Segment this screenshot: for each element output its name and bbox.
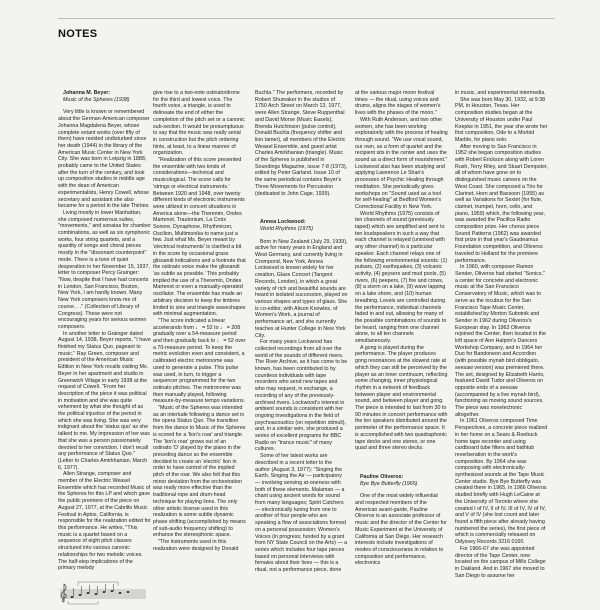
section-work-title: Music of the Spheres (1938) bbox=[63, 96, 130, 103]
page-title: NOTES bbox=[58, 28, 98, 40]
paragraph: In another letter to Grainger dated August 14, 1938, Beyer reports, ''I have finished my Status Quo, pageant to music.'' Ray Green, composer and president of the American Music Edition in New York recalls visiting Ms. Beyer in her apartment and studio in Greenwich Village in early 1938 at the request of Cowell. ''From her description of the piece it was political in motivation and she was quite vehement by what she thought of as the political injustice of the period in which she was living. She was very indignant about the 'status quo' as she talked to me. My impression of her was that she was a person passionately devoted to her conviction. I don't recall any performance of Status Quo.'' (Letter to Charles Amirkhanian, March 6, 1977). bbox=[58, 330, 151, 471]
column-1 bbox=[58, 90, 151, 610]
paragraph: ''The score indicated a linear accelerando from ♩ = 52 to ♩ = 208 gradually over a 54-measure period and then gradually back to ♩ = 52 over a 70-measure period. To keep the metric evolution even and consistent, a calibrated electric metronome was used to generate a pulse. This pulse was used, in turn, to trigger a sequencer programmed for the two ostinato pitches. The metronome was then manually played, following measure-by-measure tempo variations. bbox=[153, 317, 246, 405]
paragraph: ''Music of the Spheres was intended as an interlude following a dance set in the opera Status Quo. The transition from the dance to Music of the Spheres is scored for a 'lion's roar' and triangle. The 'lion's roar' grows out of an ostinato 'D' played by the piano in the preceding dance so the ensemble decided to create an 'electric' lion in order to have control of the implied pitch of the roar. We also felt that this minor deviation from the orchestration was really more effective than the traditional rope and drum-head technique for playing lions. The only other artistic license used in this realization is some subtle dynamic phase shifting (accomplished by means of sub-audio frequency shifting) to enhance the stereophonic space. bbox=[153, 405, 246, 539]
section-composer-heading: Annea Lockwood: bbox=[260, 219, 306, 226]
continued-paragraph: in music, and experimental intermedia. bbox=[455, 90, 546, 96]
column-1-text bbox=[58, 90, 151, 572]
paragraph: For many years Lockwood has collected recordings from all over the world of the sounds of different rivers. The River Archive, as it has come to be known, has been contributed to by countless individuals with tape recorders who send new tapes and who may request, in exchange, a recording of any of the previously-archived rivers. Lockwood's interest in ambient sounds is consistent with her ongoing investigations in the field of psychoacoustics (on repetition stimuli), and, in a similar vein, she produced a series of excellent programs for BBC Radio on ''trance music'' of many cultures. bbox=[255, 339, 348, 453]
paragraph: One of the most widely influential and respected members of the American avant-garde, Pauline Oliveros is an associate professor of music and the director of the Center for Music Experiment at the University of California at San Diego. Her research interests include investigations of modes of consciousness in relation to composition and performance, electronics bbox=[355, 493, 447, 567]
paragraph: In 1961 Oliveros composed Time Perspectives, a concrete piece realized in her home on a Sears & Roebuck home tape recorder and using cardboard tube filters and bathtub reverberation in the work's composition. By 1964 she was composing with electronically-synthesized sounds at the Tape Music Center studio. Bye Bye Butterfly was created there in 1965. In 1966 Oliveros studied briefly with Hugh LeCaine at the University of Toronto where she created I of IV, II of IV, III of IV, IV of IV, and V of IV (she lost count and later found a fifth piece after already having numbered the series), the first piece of which is commercially released on Odyssey Records 3216 0160. bbox=[455, 418, 548, 546]
column-4 bbox=[355, 90, 448, 567]
paragraph: In 1960, with composer Ramon Sender, Oliveros had started ''Sonics,'' a center for concrete and electronic music at the San Francisco Conservatory of Music, which was to serve as the incubus for the San Francisco Tape Music Center, established by Morton Subotnik and Sender in 1962 during Oliveros's European stay. In 1963 Oliveros rejoined the Center, then located in the loft space of Ann Halprin's Dancers Workshop Company, and in 1964 her Duo for Bandoneon and Accordion (with possible mynah bird obbligato, seesaw version) was premiered there. The set, designed by Elizabeth Harris, featured David Tudor and Oliveros on opposite ends of a seesaw (accompanied by a live mynah bird), functioning as moving sound sources. The piece was nonelectronic altogether. bbox=[455, 264, 546, 418]
section-work-title: World Rhythms (1975) bbox=[260, 225, 313, 232]
section-spacer bbox=[255, 197, 348, 219]
paragraph: After moving to San Francisco in 1952 she began composition studies with Robert Erickson along with Loren Rush, Terry Riley, and Stuart Dempster, all of whom have gone on to distinguished music careers on the West Coast. She composed a Trio for Clarinet, Horn and Bassoon (1955) as well as Variations for Sextet (for flute, clarinet, trumpet, horn, cello, and piano, 1959) which, the following year, was awarded the Pacifica Radio composition prize. Her chorus piece Sound Patterns (1962) was awarded first prize in that year's Gaudeamus Foundation competition, and Oliveros traveled to Holland for the premiere performance. bbox=[455, 143, 548, 264]
paragraph: World Rhythms (1975) consists of ten channels of sound (previously taped) which are amplified and sent to ten loudspeakers in such a way that each channel is relayed (unmixed with any other channel) to a particular speaker. Each channel relays one of the following environmental sounds: (1) pulsars, (2) earthquakes, (3) volcanic activity, (4) geysers and mud pools, (5) rivers, (6) peepers, (7) fire and crows, (8) a storm on a lake, (9) wave lapping on a lake shore, and (10) human breathing. Levels are controlled during the performance, individual channels faded in and out, allowing for many of the possible combinations of sounds to be heard, ranging from one channel alone, to all ten channels simultaneously. bbox=[355, 210, 448, 345]
music-notation-excerpt bbox=[58, 578, 148, 610]
paragraph: A gong is played during the performance. The player produces gong resonances at the slowest rate at which they can still be perceived by the player as an inner continuum, reflecting some changing, inner physiological rhythm in a network of feedback between player and environmental sound, and between player and gong. The piece is intended to last from 30 to 90 minutes in concert performance with the ten speakers distributed around the perimeter of the performance space. It is accomplished with two quadraphonic tape decks and one stereo, or one quad and three stereo decks. bbox=[355, 344, 448, 452]
column-5 bbox=[455, 90, 548, 579]
treble-clef-icon bbox=[61, 584, 66, 602]
paragraph: Allen Strange, composer and member of the Electric Weasel Ensemble which has recorded Music of the Spheres for this LP and which gave the public premiere of the piece on August 27, 1977, at the Cabrillo Music Festival in Aptos, California, is responsible for the realization edited for this performance. He writes, ''This music is a quartet based on a sequence of eight pitch classes structured into various canonic relationships for two melodic voices. The half-step implications of the primary melody bbox=[58, 471, 151, 572]
paragraph: Living mostly in lower Manhattan, she composed numerous suites, ''movements,'' and sonatas for chamber combinations, as well as six symphonic works, four string quartets, and a quantity of songs and choral pieces mostly in the ''dissonant counterpoint'' mode. There is a tone of quiet desperation in her November 15, 1937, letter to composer Percy Grainger: ''Now, despite that I have had concerts in London, San Francisco, Boston, New York, I am hardly known. Many New York composers know me of course. . .'' (Collection of Library of Congress). These were not encouraging years for serious women composers. bbox=[58, 209, 151, 330]
paragraph: For 1966-67 she was appointed director of the Tape Center, now located on the campus of Mills College in Oakland. And in 1967 she moved to San Diego to assume her bbox=[455, 545, 546, 579]
section-composer-heading: Pauline Oliveros: bbox=[360, 473, 404, 480]
paragraph: She was born May 30, 1932, at 9:38 PM, in Houston, Texas. Her composition studies began at the University of Houston under Paul Koepke in 1951, the year she wrote her first composition, Ode to a Morbid Marble, for piano solo. bbox=[455, 96, 548, 143]
paragraph: ''The instruments used in this realization were designed by Donald bbox=[153, 539, 239, 552]
column-2 bbox=[153, 90, 246, 553]
paragraph: Some of her latest works are described in a recent letter to the author (August 3, 1977): ''Singing the Earth, Singing the Air — participatory — involving sensing at-oneness with both of these elements. Malaman — a chant using ancient words for sound from many languages; Spirit Catchers — electronically tuning from one to another of four people who are speaking a flow of associations formed on a personal possession; Women's Voices (in progress; funded by a grant from NY State Council on the Arts) — a series which includes four tape pieces based on personal interviews with females about their lives — this is a ritual, not a performance piece, done bbox=[255, 453, 348, 574]
section-spacer bbox=[355, 452, 448, 474]
continued-paragraph: give rise to a two-note ostinato/drone for the third and lowest voice. The fourth voice, a triangle, is used to delineate the end of either the completion of the pitch set or a canonic sub-section. It would be presumptuous to say that the music was really serial in construction but the pitch ordering hints, at least, to a linear manner of organization. bbox=[153, 90, 245, 157]
paragraph: ''Realization of this score presented the ensemble with two kinds of considerations—technical and musicological. The score calls for 'strings or electrical instruments.' Between 1920 and 1948, over twenty different kinds of electronic instruments were utilized in concert situations in America alone—the Theremin, Ondes Martenot, Trautonium, La Croix Sonore, Dynaphone, Rhythmicon, Oscilion, Multimonika to name just a few. Just what Ms. Beyer meant by 'electrical instruments' is clarified a bit in the score by occasional grass glissandi indications and a footnote that the ostinato voice make the glissandi 'as subtle as possible.' This probably implied the use of a Theremin, Ondes Martenot or even a manually-operated oscillator. The ensemble has made an arbitrary decision to keep the timbres limited to sine and triangle waveshapes with minimal augmentation. bbox=[153, 157, 246, 318]
paragraph: Very little is known or remembered about the German-American composer Johanna Magdalena Beyer, whose complete extant works (over fifty of them) have resided undisturbed since her death (1944) in the library of the American Music Center in New York City. She was born in Leipzig in 1888, probably came to the United States after the turn of the century, and took up composition studies in middle age with the dean of American experimentalists, Henry Cowell, whose secretary and assistant she also became for a period in the late Thirties. bbox=[58, 109, 150, 210]
section-composer-heading: Johanna M. Beyer: bbox=[63, 90, 111, 96]
paragraph: Born in New Zealand (July 29, 1939), active for many years in England and West Germany, and currently living in Crompond, New York, Annea Lockwood is known widely for her creation, Glass Concert (Tangent Records, London), in which a great variety of rich and beautiful sounds are heard in isolated succession, played on various shapes and types of glass. She is co-editor, with Alison Knowles, of Women's Work, a journal of performance art, and she currently teaches at Hunter College in New York City. bbox=[255, 238, 348, 339]
section-work-title: Bye Bye Butterfly (1965) bbox=[360, 480, 418, 487]
top-rule bbox=[58, 18, 555, 19]
continued-paragraph: Buchla.'' The performers, recorded by Robert Shumaker in the studios of 1750 Arch Street on March 13, 1977, were Allen Strange, Steve Ruppenthal and David Morse (Music Easels), Brenda Hutchinson (pulse control), Donald Buchla (frequency shifter and lion tamer), all members of the Electric Weasel Ensemble, and guest artist Charles Amirkhanian (triangle). Music of the Spheres is published in Soundings Magazine, issue 7-8 (1973), edited by Peter Garland. Issue 10 of the same periodical contains Beyer's Three Movements for Percussion (dedicated to John Cage, 1939). bbox=[255, 90, 348, 197]
paragraph: With Ruth Anderson, and two other women, she has been working exploratorily with the process of healing through sound. ''We use vocal sound, our own, as a form of quartet and the recipient sits in the center and uses the sound as a direct form of nourishment.'' Lockwood also has been studying and applying Lawrence Le Shan's processes of Psychic Healing through meditation. She periodically gives workshops on ''Sound used as a tool for self-healing'' at Bedford Women's Correctional Facility in New York. bbox=[355, 116, 448, 210]
continued-paragraph: at the various major moon festival times — the ritual, using voices and drums, aligns the stages of women's lives with the phases of the moon.'' bbox=[355, 90, 441, 117]
column-3 bbox=[255, 90, 348, 574]
